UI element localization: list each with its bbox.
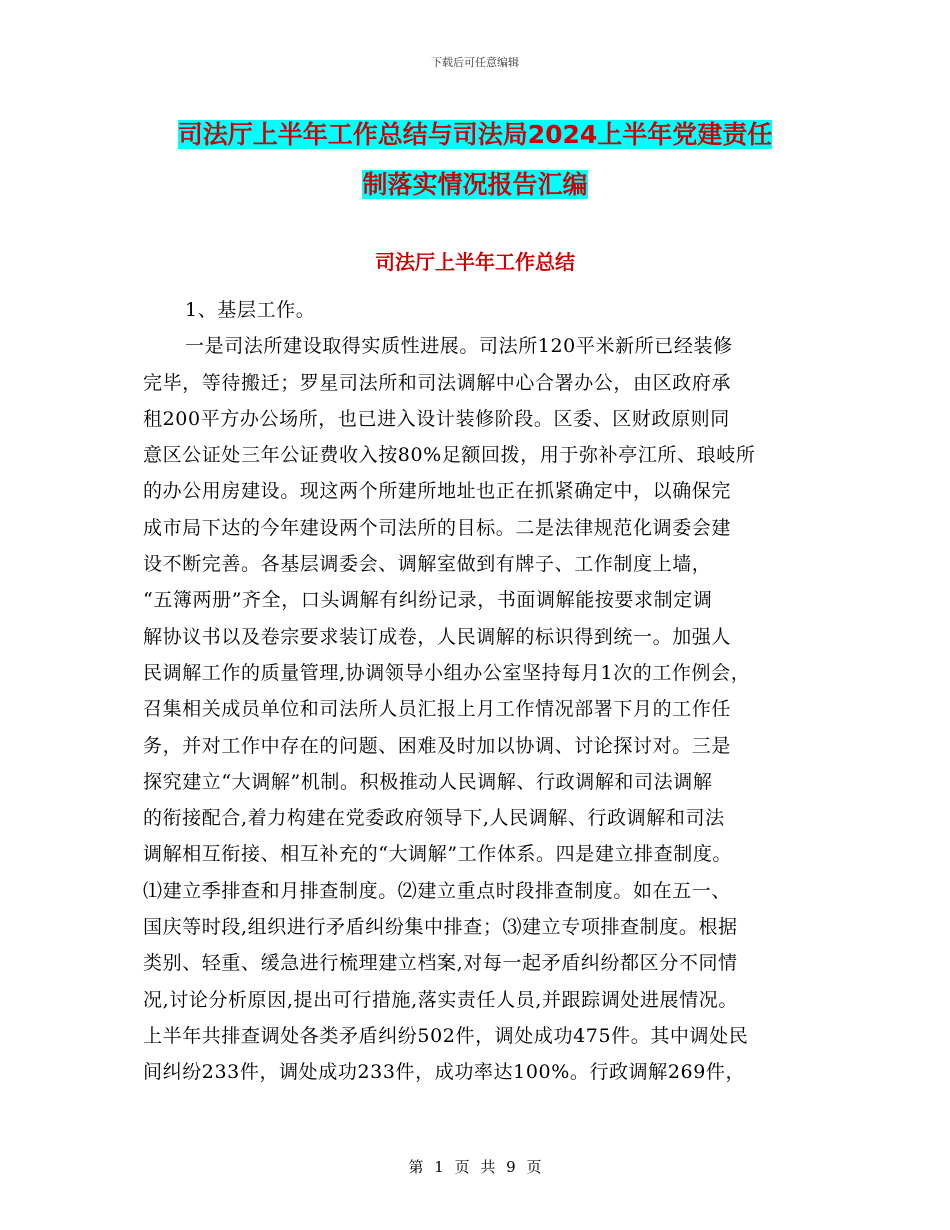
paragraph-line: 设不断完善。各基层调委会、调解室做到有牌子、工作制度上墙， bbox=[143, 553, 712, 576]
paragraph-line: 民调解工作的质量管理,协调领导小组办公室坚持每月1次的工作例会， bbox=[143, 661, 751, 684]
paragraph-line: 解协议书以及卷宗要求装订成卷，人民调解的标识得到统一。加强人 bbox=[143, 625, 732, 648]
title-line-1: 司法厅上半年工作总结与司法局2024上半年党建责任 bbox=[177, 120, 773, 149]
paragraph-line: 调解相互衔接、相互补充的“大调解”工作体系。四是建立排查制度。 bbox=[143, 843, 733, 866]
paragraph-line: 1、基层工作。 bbox=[185, 299, 316, 321]
title-line-2: 制落实情况报告汇编 bbox=[362, 170, 588, 199]
paragraph-line: 一是司法所建设取得实质性进展。司法所120平米新所已经装修 bbox=[185, 335, 733, 358]
paragraph-line: 间纠纷233件，调处成功233件，成功率达100%。行政调解269件， bbox=[143, 1061, 746, 1084]
document-title bbox=[140, 110, 810, 210]
paragraph-line: 召集相关成员单位和司法所人员汇报上月工作情况部署下月的工作任 bbox=[143, 698, 732, 721]
paragraph-line: 完毕，等待搬迁；罗星司法所和司法调解中心合署办公，由区政府承 bbox=[143, 371, 732, 394]
paragraph-line: 成市局下达的今年建设两个司法所的目标。二是法律规范化调委会建 bbox=[143, 516, 732, 539]
paragraph-line: “五簿两册”齐全，口头调解有纠纷记录，书面调解能按要求制定调 bbox=[143, 589, 713, 612]
section-title: 司法厅上半年工作总结 bbox=[375, 250, 575, 274]
paragraph-line: 租200平方办公场所，也已进入设计装修阶段。区委、区财政原则同 bbox=[143, 407, 730, 430]
paragraph-line: 探究建立“大调解”机制。积极推动人民调解、行政调解和司法调解 bbox=[143, 770, 713, 793]
paragraph-line: 务，并对工作中存在的问题、困难及时加以协调、讨论探讨对。三是 bbox=[143, 734, 732, 757]
paragraph-line: 类别、轻重、缓急进行梳理建立档案,对每一起矛盾纠纷都区分不同情 bbox=[143, 952, 738, 975]
header-note: 下载后可任意编辑 bbox=[431, 56, 519, 69]
paragraph-line: 意区公证处三年公证费收入按80%足额回拨，用于弥补亭江所、琅岐所 bbox=[143, 444, 756, 467]
paragraph-line: 上半年共排查调处各类矛盾纠纷502件，调处成功475件。其中调处民 bbox=[143, 1024, 749, 1047]
paragraph-line: ⑴建立季排查和月排查制度。⑵建立重点时段排查制度。如在五一、 bbox=[143, 879, 732, 902]
paragraph-line: 国庆等时段,组织进行矛盾纠纷集中排查；⑶建立专项排查制度。根据 bbox=[143, 916, 738, 939]
paragraph-line: 的衔接配合,着力构建在党委政府领导下,人民调解、行政调解和司法 bbox=[143, 807, 725, 830]
page-footer: 第 1 页 共 9 页 bbox=[408, 1158, 542, 1176]
paragraph-line: 的办公用房建设。现这两个所建所地址也正在抓紧确定中，以确保完 bbox=[143, 480, 732, 503]
paragraph-line: 况,讨论分析原因,提出可行措施,落实责任人员,并跟踪调处进展情况。 bbox=[143, 988, 738, 1011]
body-text bbox=[143, 292, 813, 1091]
